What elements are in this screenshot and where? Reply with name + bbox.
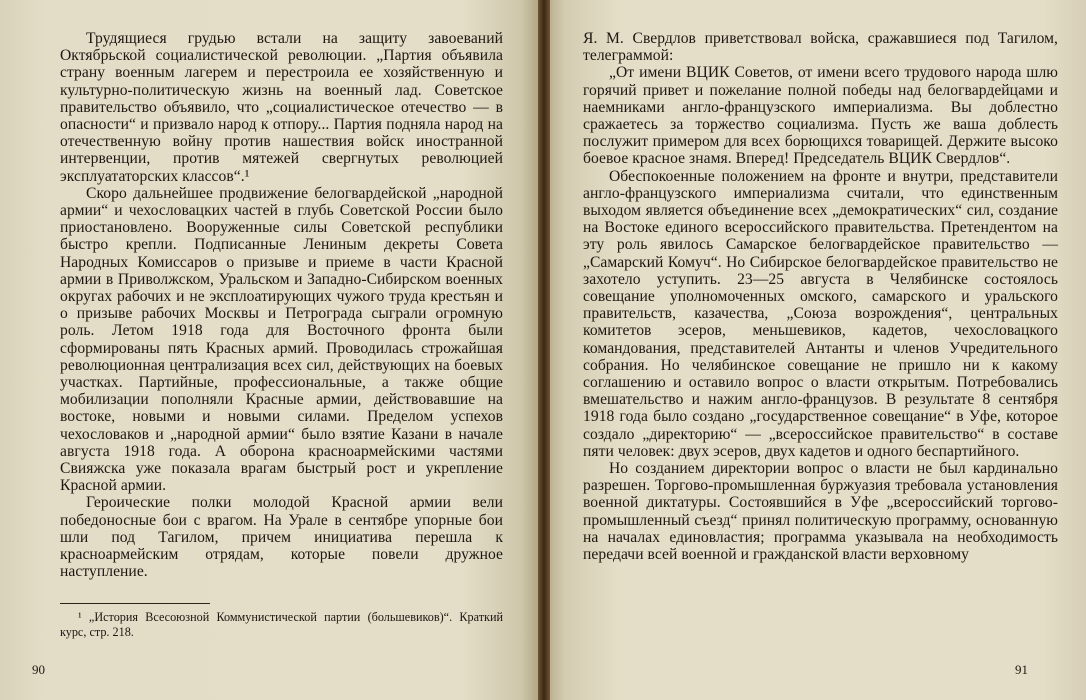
- right-paragraph-3: Обеспокоенные положением на фронте и внутри, представители англо-французского империализма считали, что единственным выходом является объединение всех „демократических“ сил, создание на Востоке единого всероссийского правительства. Претендентом на эту роль явилось Самарское белогвардейское правительство — „Самарский Комуч“. Но Сибирское белогвардейское правительство не захотело уступить. 23—25 августа в Челябинске состоялось совещание уполномоченных омского, самарского и уральского правительств, казачества, „Союза возрождения“, центральных комитетов эсеров, меньшевиков, кадетов, чехословацкого командования, представителей Антанты и членов Учредительного собрания. Но челябинское совещание не пришло ни к какому соглашению и оставило вопрос о власти открытым. Потребовались вмешательство и нажим англо-французов. В результате 8 сентября 1918 года было создано „государственное совещание“ в Уфе, которое создало „директорию“ — „всероссийское правительство“ в составе пяти человек: двух эсеров, двух кадетов и одного беспартийного.: [583, 167, 1058, 460]
- footnote-divider: [60, 603, 210, 604]
- footnote: ¹ „История Всесоюзной Коммунистической партии (большевиков)“. Краткий курс, стр. 218.: [60, 609, 503, 639]
- right-page: [543, 0, 1086, 700]
- left-paragraph-1: Трудящиеся грудью встали на защиту завоеваний Октябрьской социалистической революции. „Партия объявила страну военным лагерем и перестроила ее хозяйственную и культурно-политическую жизнь на военный лад. Советское правительство объявило, что „социалистическое отечество — в опасности“ и призвало народ к отпору... Партия подняла народ на отечественную войну против нашествия войск иностранной интервенции, против мятежей свергнутых революцией эксплуататорских классов“.¹: [60, 30, 503, 185]
- book-gutter: [538, 0, 550, 700]
- right-paragraph-1: Я. М. Свердлов приветствовал войска, сражавшиеся под Тагилом, телеграммой:: [583, 30, 1058, 65]
- page-number-left: 90: [32, 662, 45, 677]
- left-paragraph-3: Героические полки молодой Красной армии вели победоносные бои с врагом. На Урале в сентябре упорные бои шли под Тагилом, причем инициатива перешла к красноармейским отрядам, которые повели дружное наступление.: [60, 494, 503, 581]
- page-number-right: 91: [1015, 662, 1028, 677]
- right-telegram-quote: „От имени ВЦИК Советов, от имени всего трудового народа шлю горячий привет и пожелание полной победы над белогвардейцами и наемниками англо-французского империализма. Вы доблестно сражаетесь за торжество социализма. Пусть же ваша доблесть послужит примером для всех борющихся товарищей. Держите высоко боевое красное знамя. Вперед! Председатель ВЦИК Свердлов“.: [583, 64, 1058, 168]
- left-paragraph-2: Скоро дальнейшее продвижение белогвардейской „народной армии“ и чехословацких частей в глубь Советской России было приостановлено. Вооруженные силы Советской республики быстро крепли. Подписанные Лениным декреты Совета Народных Комиссаров о призыве и приеме в части Красной армии в Приволжском, Уральском и Западно-Сибирском военных округах рабочих и не эксплоатирующих чужого труда крестьян и о призыве рабочих Москвы и Петрограда сыграли огромную роль. Летом 1918 года для Восточного фронта были сформированы пять Красных армий. Проводилась строжайшая революционная централизация всех сил, действующих на боевых участках. Партийные, профессиональные, а также общие мобилизации пополняли Красные армии, действовавшие на востоке, новыми и новыми силами. Пределом успехов чехословаков и „народной армии“ было взятие Казани в начале августа 1918 года. А оборона красноармейскими частями Свияжска уже показала врагам быстрый рост и укрепление Красной армии.: [60, 184, 503, 495]
- right-paragraph-4: Но созданием директории вопрос о власти не был кардинально разрешен. Торгово-промышленная буржуазия требовала установления военной диктатуры. Состоявшийся в Уфе „всероссийский торгово-промышленный съезд“ принял политическую программу, основанную на началах единовластия; программа указывала на необходимость передачи всей военной и гражданской власти верховному: [583, 460, 1058, 564]
